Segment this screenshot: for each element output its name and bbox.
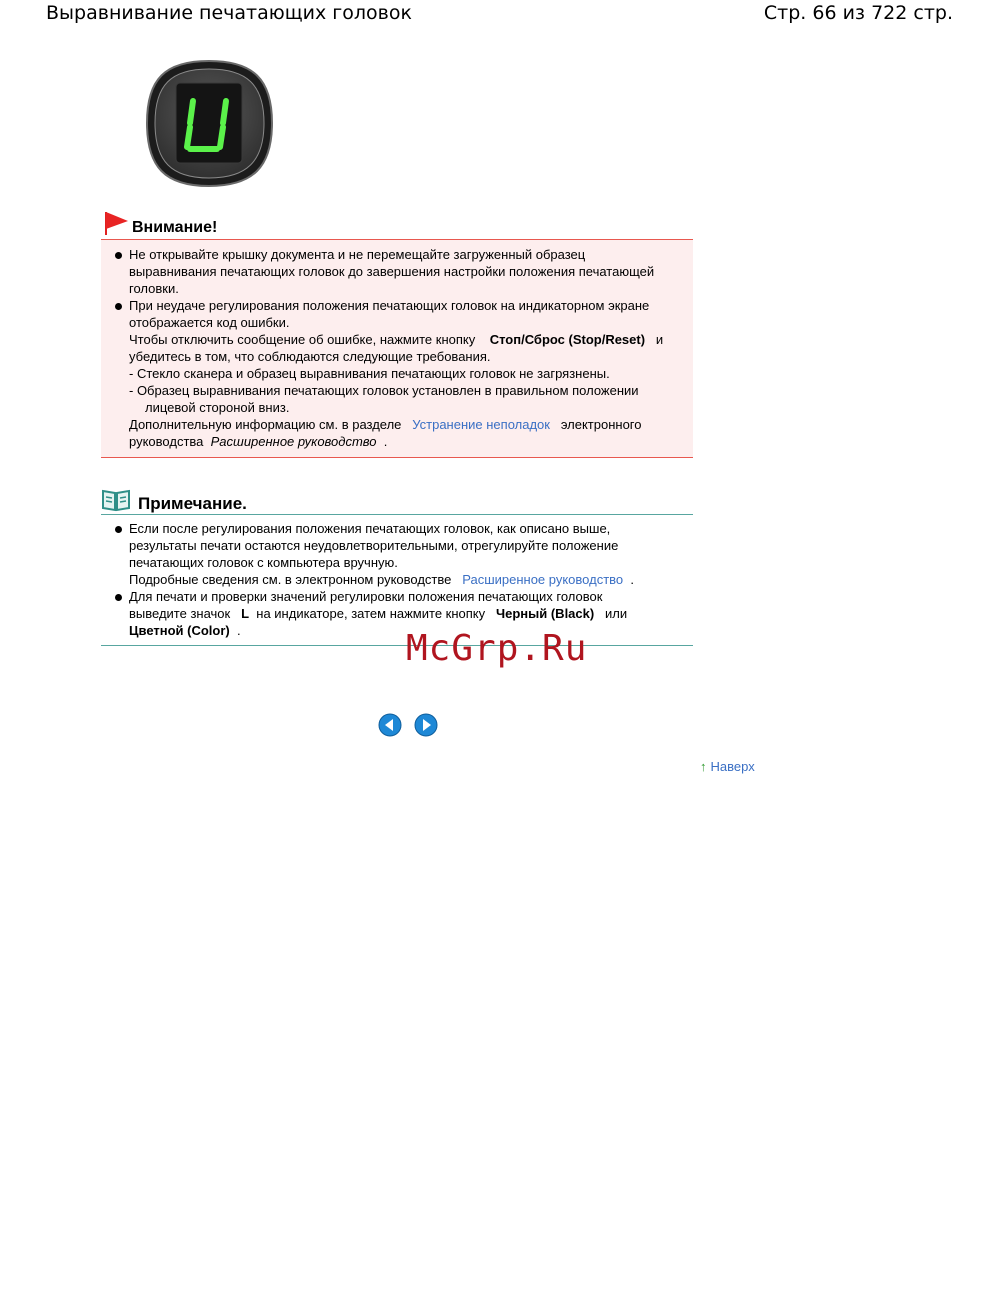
caution-item-2-line-4: убедитесь в том, что соблюдаются следующие требования. [129, 349, 491, 364]
caution-item-2-line-3 [129, 331, 663, 348]
caution-item-2-line-5: - Стекло сканера и образец выравнивания печатающих головок не загрязнены. [129, 366, 610, 381]
caution-item-2-line-1: При неудаче регулирования положения печатающих головок на индикаторном экране [129, 298, 650, 313]
troubleshooting-link[interactable]: Устранение неполадок [412, 417, 550, 432]
text-segment: Чтобы отключить сообщение об ошибке, нажмите кнопку [129, 332, 476, 347]
prev-page-button[interactable] [378, 713, 402, 737]
note-top-divider [101, 514, 693, 515]
note-item-2-line-1: Для печати и проверки значений регулировки положения печатающих головок [129, 589, 603, 604]
page-number: Стр. 66 из 722 стр. [763, 2, 953, 24]
note-item-1-line-2: результаты печати остаются неудовлетворительными, отрегулируйте положение [129, 538, 619, 553]
advanced-guide-link[interactable]: Расширенное руководство [462, 572, 624, 587]
bullet-icon [115, 303, 122, 310]
color-button-label: Цветной (Color) [129, 623, 230, 638]
note-item-2-line-3 [129, 622, 241, 639]
black-button-label: Черный (Black) [495, 606, 595, 621]
stop-reset-button-label: Стоп/Сброс (Stop/Reset) [489, 332, 646, 347]
book-icon [101, 488, 131, 512]
caution-item-1-line-3: головки. [129, 281, 179, 296]
caution-item-2-line-8 [129, 416, 642, 433]
bullet-icon [115, 252, 122, 259]
caution-item-2-line-7: лицевой стороной вниз. [145, 400, 290, 415]
caution-item-2-line-6: - Образец выравнивания печатающих головок установлен в правильном положении [129, 383, 639, 398]
advanced-guide-italic: Расширенное руководство [210, 434, 377, 449]
caution-title: Внимание! [132, 219, 218, 236]
text-segment: . [630, 572, 635, 587]
text-segment: выведите значок [129, 606, 231, 621]
text-segment: электронного [560, 417, 642, 432]
bullet-icon [115, 526, 122, 533]
text-segment: или [605, 606, 628, 621]
caution-item-2-line-2: отображается код ошибки. [129, 315, 290, 330]
caution-item-1-line-2: выравнивания печатающих головок до завершения настройки положения печатающей [129, 264, 655, 279]
caution-item-2-line-9 [129, 433, 387, 450]
note-item-1-line-4 [129, 571, 634, 588]
note-item-2-line-2 [129, 605, 627, 622]
note-item-1-line-3: печатающих головок с компьютера вручную. [129, 555, 398, 570]
text-segment: руководства [129, 434, 204, 449]
text-segment: . [383, 434, 388, 449]
led-display-image [143, 57, 276, 190]
page-header-title: Выравнивание печатающих головок [46, 2, 412, 24]
text-segment: Дополнительную информацию см. в разделе [129, 417, 402, 432]
text-segment: Подробные сведения см. в электронном руководстве [129, 572, 452, 587]
up-arrow-icon: ↑ [700, 759, 707, 774]
watermark: McGrp.Ru [406, 628, 588, 669]
note-title: Примечание. [138, 494, 247, 513]
note-item-1-line-1: Если после регулирования положения печатающих головок, как описано выше, [129, 521, 611, 536]
caution-box [101, 239, 693, 458]
red-flag-icon [103, 210, 129, 236]
back-to-top-link[interactable] [700, 759, 755, 774]
next-page-button[interactable] [414, 713, 438, 737]
indicator-letter-l: L [241, 606, 250, 621]
bullet-icon [115, 594, 122, 601]
prev-arrow-icon [378, 713, 402, 737]
caution-item-1-line-1: Не открывайте крышку документа и не перемещайте загруженный образец [129, 247, 586, 262]
back-to-top-label: Наверх [710, 759, 755, 774]
text-segment: и [655, 332, 664, 347]
text-segment: на индикаторе, затем нажмите кнопку [256, 606, 486, 621]
text-segment: . [236, 623, 241, 638]
next-arrow-icon [414, 713, 438, 737]
note-header [101, 487, 701, 515]
note-bottom-divider [101, 645, 693, 646]
caution-header [101, 210, 701, 240]
